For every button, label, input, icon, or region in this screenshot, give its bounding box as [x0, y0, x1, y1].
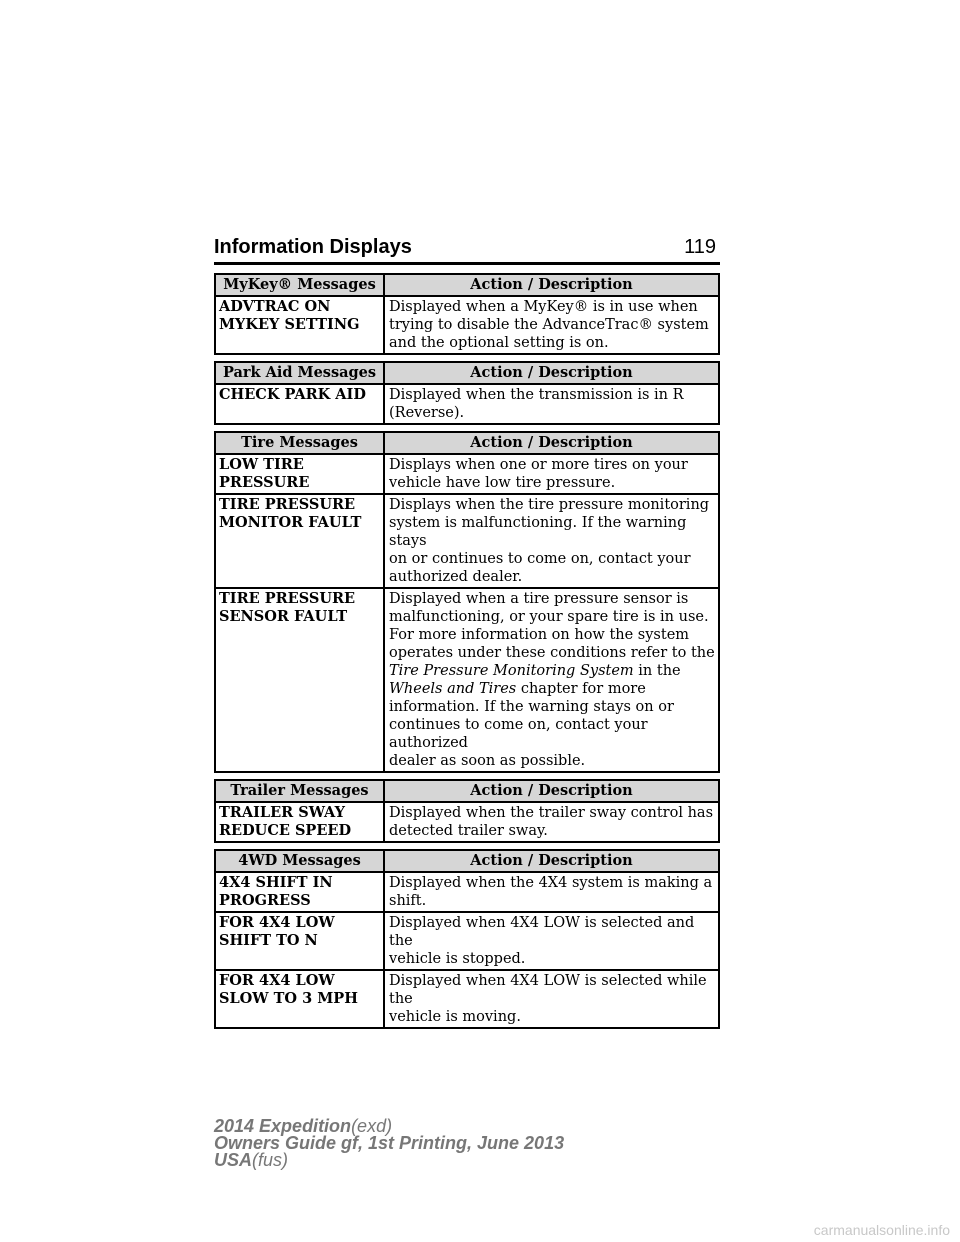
message-table	[214, 849, 720, 1029]
message-line: FOR 4X4 LOW	[219, 914, 335, 931]
table-row	[215, 872, 719, 912]
column-header-description: Action / Description	[384, 432, 719, 454]
page-header	[214, 228, 720, 265]
column-header-description: Action / Description	[384, 780, 719, 802]
table-row	[215, 912, 719, 970]
message-line: FOR 4X4 LOW	[219, 972, 335, 989]
description-line: Displayed when 4X4 LOW is selected and the	[389, 915, 695, 949]
description-cell	[384, 494, 719, 588]
description-line: For more information on how the system	[389, 627, 690, 643]
table-row	[215, 802, 719, 842]
message-line: PROGRESS	[219, 892, 311, 909]
description-line: system is malfunctioning. If the warning stays	[389, 515, 687, 549]
description-line: Displayed when the transmission is in R	[389, 387, 684, 403]
message-line: CHECK PARK AID	[219, 386, 366, 403]
table-header-row	[215, 432, 719, 454]
message-line: MONITOR FAULT	[219, 514, 362, 531]
description-line: vehicle is stopped.	[389, 951, 526, 967]
column-header-messages: Tire Messages	[215, 432, 384, 454]
column-header-messages: Park Aid Messages	[215, 362, 384, 384]
description-cell	[384, 872, 719, 912]
message-table	[214, 431, 720, 773]
table-header-row	[215, 850, 719, 872]
message-cell	[215, 588, 384, 772]
description-line: Displayed when the trailer sway control has	[389, 805, 714, 821]
message-line: 4X4 SHIFT IN	[219, 874, 333, 891]
section-title: Information Displays	[214, 236, 412, 258]
message-table	[214, 361, 720, 425]
column-header-messages: MyKey® Messages	[215, 274, 384, 296]
description-line: authorized dealer.	[389, 569, 523, 585]
table-header-row	[215, 780, 719, 802]
column-header-messages: 4WD Messages	[215, 850, 384, 872]
column-header-description: Action / Description	[384, 850, 719, 872]
description-line: vehicle have low tire pressure.	[389, 475, 616, 491]
message-tables	[214, 273, 720, 1035]
page-number: 119	[684, 236, 716, 258]
description-line: dealer as soon as possible.	[389, 753, 586, 769]
reference-title: Tire Pressure Monitoring System	[389, 663, 634, 679]
description-line: Tire Pressure Monitoring System in the	[389, 663, 681, 679]
description-cell	[384, 802, 719, 842]
footer-line-2: Owners Guide gf, 1st Printing, June 2013	[214, 1133, 565, 1153]
description-line: continues to come on, contact your authorized	[389, 717, 648, 751]
description-line: shift.	[389, 893, 427, 909]
table-header-row	[215, 274, 719, 296]
description-line: Displayed when a tire pressure sensor is	[389, 591, 689, 607]
message-cell	[215, 494, 384, 588]
description-line: operates under these conditions refer to the	[389, 645, 715, 661]
description-cell	[384, 454, 719, 494]
message-cell	[215, 384, 384, 424]
watermark: carmanualsonline.info	[813, 1222, 950, 1238]
message-cell	[215, 912, 384, 970]
message-line: LOW TIRE	[219, 456, 304, 473]
footer-line-3: USA(fus)	[214, 1150, 289, 1170]
description-cell	[384, 384, 719, 424]
description-line: malfunctioning, or your spare tire is in use.	[389, 609, 709, 625]
table-row	[215, 296, 719, 354]
message-line: PRESSURE	[219, 474, 310, 491]
message-cell	[215, 454, 384, 494]
message-table	[214, 779, 720, 843]
table-header-row	[215, 362, 719, 384]
message-line: TRAILER SWAY	[219, 804, 345, 821]
table-row	[215, 970, 719, 1028]
message-cell	[215, 802, 384, 842]
message-cell	[215, 970, 384, 1028]
description-cell	[384, 588, 719, 772]
message-line: ADVTRAC ON	[219, 298, 331, 315]
message-line: REDUCE SPEED	[219, 822, 352, 839]
column-header-description: Action / Description	[384, 274, 719, 296]
message-cell	[215, 296, 384, 354]
description-line: information. If the warning stays on or	[389, 699, 674, 715]
message-line: SHIFT TO N	[219, 932, 318, 949]
reference-title: Wheels and Tires	[389, 681, 517, 697]
footer-line-1: 2014 Expedition(exd)	[214, 1116, 393, 1136]
description-cell	[384, 970, 719, 1028]
description-cell	[384, 296, 719, 354]
table-row	[215, 384, 719, 424]
table-row	[215, 454, 719, 494]
message-line: TIRE PRESSURE	[219, 496, 356, 513]
message-line: SENSOR FAULT	[219, 608, 348, 625]
description-line: Displayed when 4X4 LOW is selected while the	[389, 973, 707, 1007]
description-line: vehicle is moving.	[389, 1009, 521, 1025]
description-line: on or continues to come on, contact your	[389, 551, 691, 567]
description-line: detected trailer sway.	[389, 823, 548, 839]
message-table	[214, 273, 720, 355]
table-row	[215, 588, 719, 772]
description-line: (Reverse).	[389, 405, 465, 421]
description-line: and the optional setting is on.	[389, 335, 609, 351]
footer	[214, 1118, 564, 1169]
description-line: Displays when one or more tires on your	[389, 457, 688, 473]
message-line: SLOW TO 3 MPH	[219, 990, 358, 1007]
description-line: Displayed when the 4X4 system is making a	[389, 875, 713, 891]
description-line: Displayed when a MyKey® is in use when	[389, 299, 698, 315]
description-line: Displays when the tire pressure monitoring	[389, 497, 710, 513]
column-header-description: Action / Description	[384, 362, 719, 384]
description-cell	[384, 912, 719, 970]
description-line: trying to disable the AdvanceTrac® system	[389, 317, 709, 333]
message-line: MYKEY SETTING	[219, 316, 360, 333]
message-line: TIRE PRESSURE	[219, 590, 356, 607]
message-cell	[215, 872, 384, 912]
table-row	[215, 494, 719, 588]
column-header-messages: Trailer Messages	[215, 780, 384, 802]
description-line: Wheels and Tires chapter for more	[389, 681, 646, 697]
